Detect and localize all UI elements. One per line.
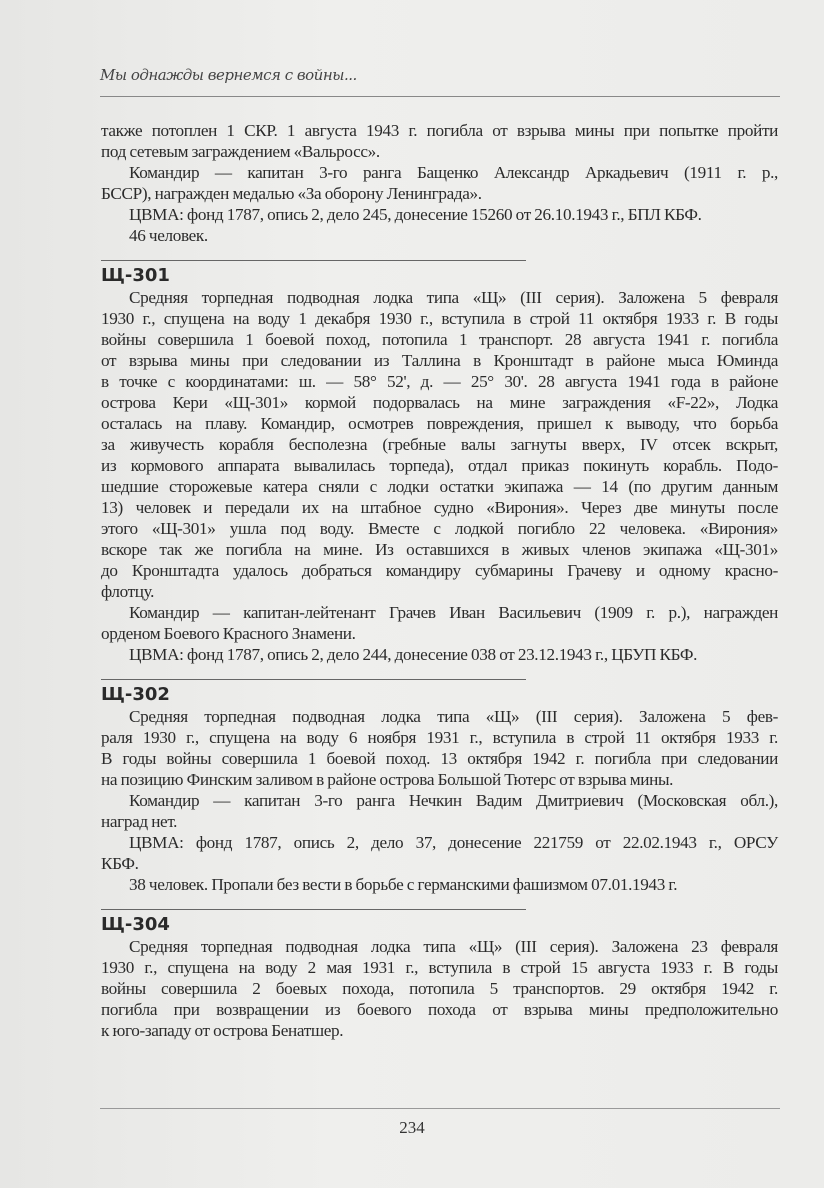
paragraph (101, 644, 778, 665)
paragraph (101, 706, 778, 790)
text-line: шедшие сторожевые катера сняли с лодки остатки экипажа — 14 (по другим данным (101, 477, 778, 496)
text-line: Средняя торпедная подводная лодка типа «Щ» (III серия). Заложена 5 февраля (129, 288, 778, 307)
section-heading: Щ-302 (101, 684, 170, 705)
text-line: из кормового аппарата вывалилась торпеда), отдал приказ покинуть корабль. Подо- (101, 456, 778, 475)
section-divider (101, 260, 526, 261)
text-line: Командир — капитан-лейтенант Грачев Иван Васильевич (1909 г. р.), награжден (129, 603, 778, 622)
paragraph (101, 120, 778, 162)
text-line: в точке с координатами: ш. — 58° 52', д. — 25° 30'. 28 августа 1941 года в районе (101, 372, 778, 391)
text-line: этого «Щ-301» ушла под воду. Вместе с лодкой погибло 22 человека. «Вирония» (101, 519, 778, 538)
paragraph (101, 936, 778, 1041)
text-line: Средняя торпедная подводная лодка типа «Щ» (III серия). Заложена 5 фев- (129, 707, 778, 726)
text-line: Средняя торпедная подводная лодка типа «Щ» (III серия). Заложена 23 февраля (129, 937, 778, 956)
page-number: 234 (399, 1118, 425, 1137)
text-line: на позицию Финским заливом в районе острова Большой Тютерс от взрыва мины. (101, 770, 674, 789)
section-divider (101, 679, 526, 680)
text-line: также потоплен 1 СКР. 1 августа 1943 г. погибла от взрыва мины при попытке пройти (101, 121, 778, 140)
text-line: 46 человек. (129, 226, 208, 245)
text-line: войны совершила 1 боевой поход, потопила 1 транспорт. 28 августа 1941 г. погибла (101, 330, 778, 349)
running-head: Мы однажды вернемся с войны... (100, 66, 357, 84)
text-line: острова Кери «Щ-301» кормой подорвалась на мине заграждения «F-22», Лодка (101, 393, 778, 412)
paragraph (101, 204, 778, 225)
text-line: орденом Боевого Красного Знамени. (101, 624, 356, 643)
paragraph (101, 602, 778, 644)
paragraph (101, 287, 778, 602)
text-line: ЦВМА: фонд 1787, опись 2, дело 245, донесение 15260 от 26.10.1943 г., БПЛ КБФ. (129, 205, 702, 224)
text-line: войны совершила 2 боевых похода, потопила 5 транспортов. 29 октября 1942 г. (101, 979, 778, 998)
text-line: В годы войны совершила 1 боевой поход. 13 октября 1942 г. погибла при следовании (101, 749, 778, 768)
paragraph (101, 790, 778, 832)
text-line: раля 1930 г., спущена на воду 6 ноября 1931 г., вступила в строй 11 октября 1933 г. (101, 728, 778, 747)
text-line: за живучесть корабля бесполезна (гребные валы загнуты вверх, IV отсек вскрыт, (101, 435, 778, 454)
text-line: до Кронштадта удалось добраться командиру субмарины Грачеву и одному красно- (101, 561, 778, 580)
text-line: 1930 г., спущена на воду 1 декабря 1930 г., вступила в строй 11 октября 1933 г. В годы (101, 309, 778, 328)
text-line: ЦВМА: фонд 1787, опись 2, дело 244, донесение 038 от 23.12.1943 г., ЦБУП КБФ. (129, 645, 698, 664)
paragraph (101, 162, 778, 204)
text-line: погибла при возвращении из боевого похода от взрыва мины предположительно (101, 1000, 778, 1019)
paragraph (101, 832, 778, 874)
text-line: 38 человек. Пропали без вести в борьбе с германскими фашизмом 07.01.1943 г. (129, 875, 678, 894)
paragraph (101, 874, 778, 895)
text-line: 1930 г., спущена на воду 2 мая 1931 г., вступила в строй 15 августа 1933 г. В годы (101, 958, 778, 977)
paragraph (101, 225, 778, 246)
text-line: 13) человек и передали их на штабное судно «Вирония». Через две минуты после (101, 498, 778, 517)
text-line: от взрыва мины при следовании из Таллина в Кронштадт в районе мыса Юминда (101, 351, 778, 370)
text-line: наград нет. (101, 812, 178, 831)
text-line: вскоре так же погибла на мине. Из оставшихся в живых членов экипажа «Щ-301» (101, 540, 778, 559)
text-line: флотцу. (101, 582, 155, 601)
text-line: КБФ. (101, 854, 139, 873)
footer-rule (100, 1108, 780, 1109)
text-line: Командир — капитан 3-го ранга Нечкин Вадим Дмитриевич (Московская обл.), (129, 791, 778, 810)
text-line: осталась на плаву. Командир, осмотрев повреждения, пришел к выводу, что борьба (101, 414, 778, 433)
section-heading: Щ-301 (101, 265, 170, 286)
section-heading: Щ-304 (101, 914, 170, 935)
text-line: к юго-западу от острова Бенатшер. (101, 1021, 344, 1040)
section-divider (101, 909, 526, 910)
page-content (101, 120, 778, 1041)
text-line: под сетевым заграждением «Вальросс». (101, 142, 380, 161)
text-line: БССР), награжден медалью «За оборону Ленинграда». (101, 184, 482, 203)
header-rule (100, 96, 780, 97)
text-line: Командир — капитан 3-го ранга Бащенко Александр Аркадьевич (1911 г. р., (129, 163, 778, 182)
text-line: ЦВМА: фонд 1787, опись 2, дело 37, донесение 221759 от 22.02.1943 г., ОРСУ (129, 833, 778, 852)
